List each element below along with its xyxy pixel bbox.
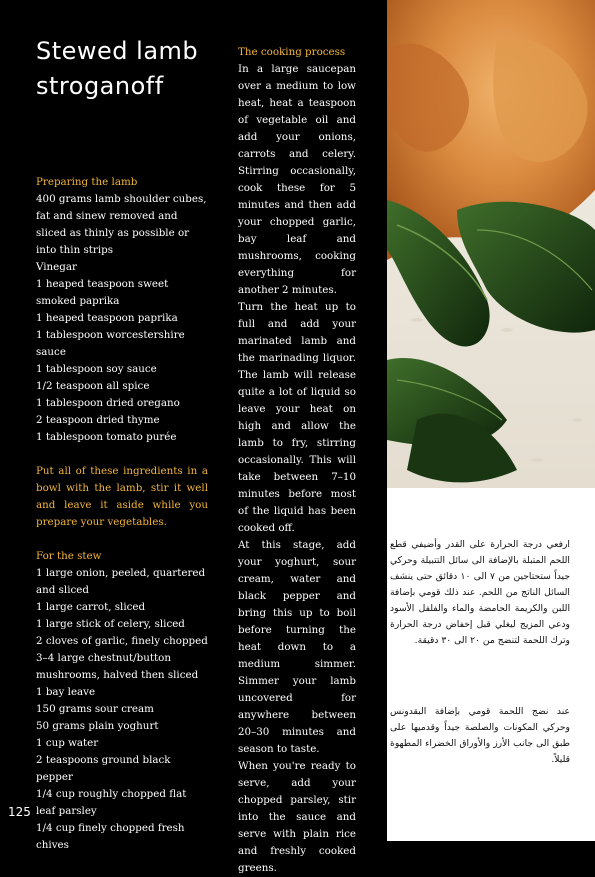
ingredient-item: 1 heaped teaspoon sweet smoked paprika	[36, 278, 169, 307]
arabic-paragraph-1: ارفعي درجة الحرارة على القدر وأضيفي قطع اللحم المتبلة بالإضافة الى سائل التتبيلة وحركي جيداً ستحتاجين من ٧ الى ١٠ دقائق حتى ينشف السائل الناتج من اللحم. عند ذلك قومي بإضافة اللبن والكريمة الحامضة والماء والفلفل الأسود ودعي المزيج ليغلي قبل إخفاض درجة الحرارة وترك اللحمة لتنضج من ٢٠ الى ٣٠ دقيقة.	[390, 539, 570, 646]
method-paragraph: When you're ready to serve, add your chopped parsley, stir into the sauce and serve with plain rice and freshly cooked greens.	[238, 760, 356, 874]
method-heading: The cooking process	[238, 46, 346, 58]
ingredient-item: 1/4 cup roughly chopped flat leaf parsley	[36, 788, 187, 817]
ingredient-item: Vinegar	[36, 261, 77, 273]
ingredient-item: 50 grams plain yoghurt	[36, 720, 159, 732]
preparing-heading: Preparing the lamb	[36, 176, 138, 188]
method-column	[238, 44, 356, 877]
ingredients-column	[36, 174, 208, 854]
ingredient-item: 1 cup water	[36, 737, 99, 749]
ingredient-item: 1/2 teaspoon all spice	[36, 380, 150, 392]
ingredient-item: 150 grams sour cream	[36, 703, 154, 715]
preparing-ingredients-list	[36, 191, 208, 446]
ingredient-item: 1 large onion, peeled, quartered and sliced	[36, 567, 206, 596]
ingredient-item: 1/4 cup finely chopped fresh chives	[36, 822, 185, 851]
food-photo	[387, 0, 595, 488]
food-photo-illustration	[387, 0, 595, 488]
right-panel	[387, 0, 595, 841]
ingredient-item: 1 large stick of celery, sliced	[36, 618, 185, 630]
method-paragraphs	[238, 61, 356, 877]
stew-heading: For the stew	[36, 550, 102, 562]
ingredient-item: 3–4 large chestnut/button mushrooms, halved then sliced	[36, 652, 199, 681]
ingredient-item: 1 tablespoon soy sauce	[36, 363, 157, 375]
ingredient-item: 1 bay leave	[36, 686, 96, 698]
recipe-title: Stewed lamb stroganoff	[36, 37, 199, 100]
method-paragraph: At this stage, add your yoghurt, sour cream, water and black pepper and bring this up to boil before turning the heat down to a medium simmer. Simmer your lamb uncovered for anywhere between 20–30 minutes and season to taste.	[238, 539, 356, 755]
arabic-paragraph-2: عند نضج اللحمة قومي بإضافة البقدونس وحركي المكونات والصلصة جيداً وقدميها على طبق الى جانب الأرز والأوراق الخضراء المطهوة قليلاً.	[390, 706, 570, 765]
ingredient-item: 400 grams lamb shoulder cubes, fat and sinew removed and sliced as thinly as possible or into thin strips	[36, 193, 207, 256]
marinade-note: Put all of these ingredients in a bowl with the lamb, stir it well and leave it aside while you prepare your vegetables.	[36, 465, 208, 528]
ingredient-item: 1 large carrot, sliced	[36, 601, 146, 613]
ingredient-item: 1 tablespoon dried oregano	[36, 397, 180, 409]
ingredient-item: 2 cloves of garlic, finely chopped	[36, 635, 208, 647]
page-number: 125	[8, 805, 31, 819]
stew-ingredients-list	[36, 565, 208, 854]
method-paragraph: In a large saucepan over a medium to low heat, heat a teaspoon of vegetable oil and add your onions, carrots and celery. Stirring occasionally, cook these for 5 minutes and then add your chopped garlic, bay leaf and mushrooms, cooking everything for another 2 minutes.	[238, 63, 356, 296]
ingredient-item: 1 tablespoon worcestershire sauce	[36, 329, 185, 358]
ingredient-item: 2 teaspoons ground black pepper	[36, 754, 171, 783]
ingredient-item: 1 tablespoon tomato purée	[36, 431, 177, 443]
ingredient-item: 1 heaped teaspoon paprika	[36, 312, 178, 324]
ingredient-item: 2 teaspoon dried thyme	[36, 414, 160, 426]
method-paragraph: Turn the heat up to full and add your marinated lamb and the marinading liquor. The lamb will release quite a lot of liquid so leave your heat on high and allow the lamb to fry, stirring occasionally. This will take between 7–10 minutes before most of the liquid has been cooked off.	[238, 301, 356, 534]
